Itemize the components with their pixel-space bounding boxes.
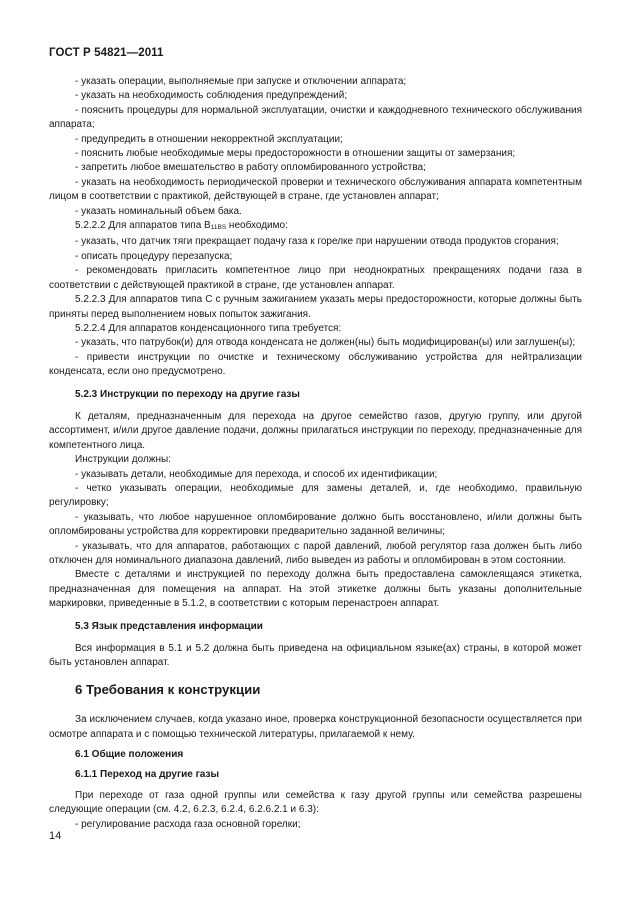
paragraph: За исключением случаев, когда указано иное, проверка конструкционной безопасности осуществляется при осмотре аппарата и с помощью технической литературы, прилагаемой к нему.	[49, 714, 582, 740]
paragraph: - регулирование расхода газа основной горелки;	[75, 818, 301, 830]
paragraph: - привести инструкции по очистке и техническому обслуживанию устройства для нейтрализации конденсата, если оно предусмотрено.	[49, 351, 582, 378]
section-heading-6: 6 Требования к конструкции	[75, 681, 261, 697]
document-header: ГОСТ Р 54821—2011	[49, 47, 164, 59]
paragraph: - предупредить в отношении некорректной эксплуатации;	[75, 133, 343, 145]
paragraph: - пояснить процедуры для нормальной эксплуатации, очистки и каждодневного технического обслуживания аппарата;	[49, 104, 582, 131]
paragraph: - указать на необходимость периодической проверки и технического обслуживания аппарата компетентным лицом в соответствии с практикой, действующей в стране, где установлен аппарат;	[49, 176, 582, 203]
page-number: 14	[49, 830, 62, 842]
paragraph: - указывать, что для аппаратов, работающих с парой давлений, любой регулятор газа должен быть либо отключен для номинального диапазона давлений, либо выведен из работы и опломбирован в этом состоянии.	[49, 540, 582, 566]
appliance-type-subscript: 11BS	[210, 224, 227, 232]
paragraph: - указать на необходимость соблюдения предупреждений;	[75, 90, 348, 102]
clause-text: 5.2.2.2 Для аппаратов типа B	[75, 220, 211, 232]
document-body	[49, 75, 582, 832]
paragraph: Вся информация в 5.1 и 5.2 должна быть приведена на официальном языке(ах) страны, в которой может быть установлен аппарат.	[49, 643, 582, 669]
section-heading-6-1-1: 6.1.1 Переход на другие газы	[75, 769, 219, 781]
paragraph: - рекомендовать пригласить компетентное лицо при неоднократных прекращениях подачи газа в соответствии с действующей практикой в стране, где установлен аппарат.	[49, 265, 582, 291]
paragraph: Вместе с деталями и инструкцией по переходу должна быть предоставлена самоклеящаяся этикетка, предназначенная для помещения на аппарат. На этой этикетке должны быть указаны дополнительные маркировки, приведенные в 5.1.2, в соответствии с которым перенастроен аппарат.	[49, 569, 582, 610]
paragraph: К деталям, предназначенным для перехода на другое семейство газов, другую группу, или другой ассортимент, и/или другое давление подачи, должны прилагаться инструкции по переходу, предназначенные для компетентного лица.	[49, 410, 582, 451]
section-heading-6-1: 6.1 Общие положения	[75, 749, 184, 761]
section-heading-5-2-3: 5.2.3 Инструкции по переходу на другие газы	[75, 388, 300, 400]
paragraph: - указать, что датчик тяги прекращает подачу газа к горелке при нарушении отвода продуктов сгорания;	[75, 236, 559, 248]
clause-5-2-2-4: 5.2.2.4 Для аппаратов конденсационного типа требуется:	[75, 322, 342, 334]
paragraph: - запретить любое вмешательство в работу опломбированного устройства;	[75, 162, 426, 174]
paragraph: При переходе от газа одной группы или семейства к газу другой группы или семейства разрешены следующие операции (см. 4.2, 6.2.3, 6.2.4, 6.2.6.2.1 и 6.3):	[49, 789, 582, 816]
paragraph: - указать номинальный объем бака.	[75, 205, 242, 217]
clause-5-2-2-2	[49, 219, 582, 235]
paragraph: - пояснить любые необходимые меры предосторожности в отношении защиты от замерзания;	[75, 148, 516, 160]
paragraph: - описать процедуру перезапуска;	[75, 250, 233, 262]
section-heading-5-3: 5.3 Язык представления информации	[75, 620, 263, 632]
paragraph: - указать, что патрубок(и) для отвода конденсата не должен(ны) быть модифицирован(ы) или заглушен(ы);	[75, 337, 576, 349]
paragraph: - четко указывать операции, необходимые для замены деталей, и, где необходимо, правильную регулировку;	[49, 482, 582, 509]
paragraph: Инструкции должны:	[75, 454, 171, 466]
paragraph: - указывать детали, необходимые для перехода, и способ их идентификации;	[75, 468, 438, 480]
clause-text: необходимо:	[226, 220, 288, 232]
clause-5-2-2-3: 5.2.2.3 Для аппаратов типа С с ручным зажиганием указать меры предосторожности, которые должны быть приняты перед выполнением новых попыток зажигания.	[49, 294, 582, 320]
paragraph: - указать операции, выполняемые при запуске и отключении аппарата;	[75, 76, 407, 87]
paragraph: - указывать, что любое нарушенное опломбирование должно быть восстановлено, и/или должны быть опломбированы устройства для корректировки предварительно заданной величины;	[49, 511, 582, 538]
